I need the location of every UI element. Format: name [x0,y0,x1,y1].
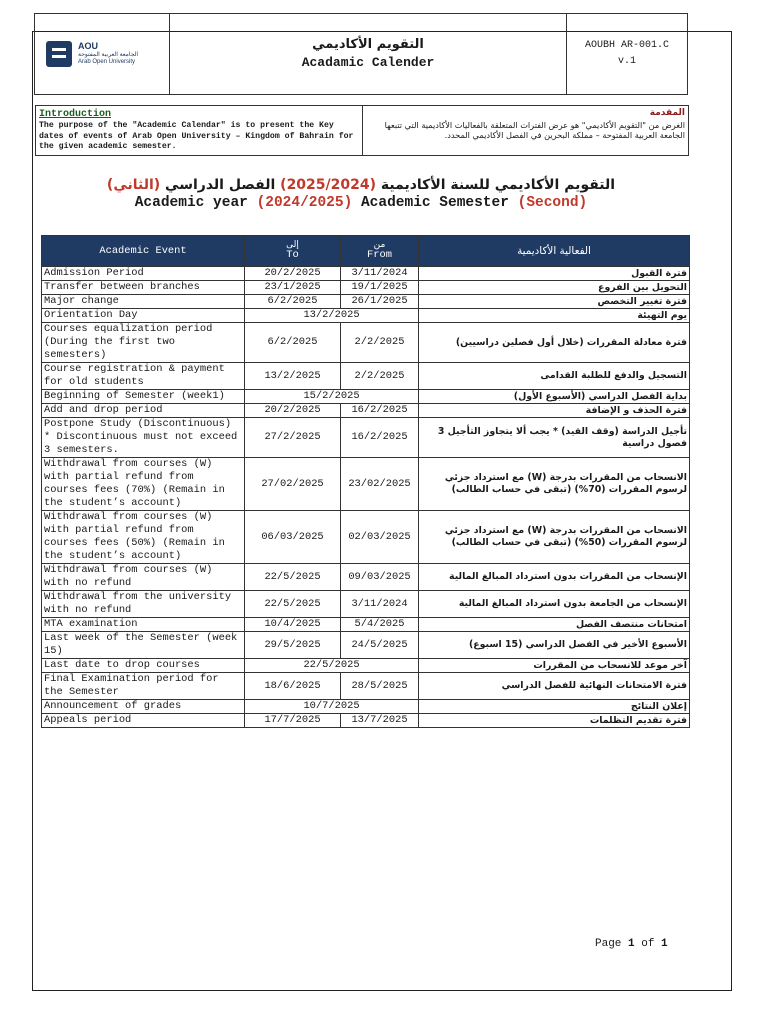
event-date-to: 20/2/2025 [245,267,341,281]
logo-arabic: الجامعة العربية المفتوحة [78,52,139,59]
event-date-to: 29/5/2025 [245,632,341,659]
event-name-ar: إعلان النتائج [419,700,690,714]
table-row [42,618,690,632]
table-row [42,632,690,659]
document-title-cell [170,14,567,95]
event-date-from: 3/11/2024 [341,591,419,618]
document-version: v.1 [617,56,636,67]
logo-title: AOU [78,41,98,52]
intro-heading-ar: المقدمة [649,108,685,118]
event-date-from: 24/5/2025 [341,632,419,659]
table-row [42,458,690,511]
intro-text-ar: الغرض من "التقويم الأكاديمي" هو عرض الفترات المتعلقة بالفعاليات الأكاديمية التي تتبعها الجامعة العربية المفتوحة – مملكة البحرين في الفصل الأكاديمي المحدد. [384,119,685,141]
event-name-ar: آخر موعد للانسحاب من المقررات [419,659,690,673]
col-to-en: To [286,249,299,262]
event-name-en: Major change [42,295,245,309]
event-date-to: 18/6/2025 [245,673,341,700]
event-name-ar: فترة معادلة المقررات (خلال أول فصلين دراسيين) [419,323,690,363]
page-prefix: Page [595,938,622,950]
event-name-en: Last week of the Semester (week 15) [42,632,245,659]
event-date-from: 23/02/2025 [341,458,419,511]
heading-ar-year: (2025/2024) [280,177,377,193]
col-from-en: From [367,249,392,262]
event-name-ar: الأسبوع الأخير في الفصل الدراسي (15 اسبوع) [419,632,690,659]
event-date-from: 3/11/2024 [341,267,419,281]
table-row [42,591,690,618]
event-name-ar: فترة القبول [419,267,690,281]
table-row [42,659,690,673]
page-current: 1 [628,938,635,950]
event-date-to: 27/2/2025 [245,418,341,458]
title-arabic: التقويم الأكاديمي [312,37,424,53]
table-row [42,309,690,323]
event-name-en: Admission Period [42,267,245,281]
event-name-ar: يوم التهيئة [419,309,690,323]
event-date-to: 6/2/2025 [245,323,341,363]
event-date-to: 22/5/2025 [245,564,341,591]
col-header-event-en: Academic Event [42,236,245,267]
event-name-ar: التسجيل والدفع للطلبة القدامى [419,363,690,390]
table-row [42,295,690,309]
event-name-en: Add and drop period [42,404,245,418]
table-row [42,418,690,458]
event-date-to: 10/4/2025 [245,618,341,632]
document-code-cell [567,14,688,95]
event-name-ar: فترة تغيير التخصص [419,295,690,309]
aou-logo-icon [46,41,72,67]
event-date-from: 2/2/2025 [341,323,419,363]
event-name-en: Withdrawal from courses (W) with partial refund from courses fees (50%) (Remain in the student’s account) [42,511,245,564]
event-name-en: Beginning of Semester (week1) [42,390,245,404]
table-header-row [42,236,690,267]
event-name-en: Announcement of grades [42,700,245,714]
event-date: 10/7/2025 [245,700,419,714]
introduction-table [35,105,689,156]
event-date-to: 6/2/2025 [245,295,341,309]
event-date: 13/2/2025 [245,309,419,323]
page-of: of [641,938,655,950]
event-name-ar: فترة تقديم التظلمات [419,714,690,728]
table-row [42,404,690,418]
col-header-to [245,236,341,267]
event-name-en: MTA examination [42,618,245,632]
event-date-to: 22/5/2025 [245,591,341,618]
event-date-from: 19/1/2025 [341,281,419,295]
event-name-ar: بداية الفصل الدراسي (الأسبوع الأول) [419,390,690,404]
event-name-ar: الإنسحاب من المقررات بدون استرداد المبالغ المالية [419,564,690,591]
document-code: AOUBH AR-001.C [584,40,669,51]
event-name-ar: التحويل بين الفروع [419,281,690,295]
event-name-en: Withdrawal from courses (W) with partial refund from courses fees (70%) (Remain in the student’s account) [42,458,245,511]
event-name-en: Postpone Study (Discontinuous) * Discontinuous must not exceed 3 semesters. [42,418,245,458]
heading-en-semester: (Second) [517,195,588,212]
event-date-to: 20/2/2025 [245,404,341,418]
table-row [42,511,690,564]
event-name-ar: الانسحاب من المقررات بدرجة (W) مع استرداد جزئي لرسوم المقررات (70%) (تبقى في حساب الطالب) [419,458,690,511]
heading-en-prefix: Academic year [134,195,248,212]
event-date-to: 23/1/2025 [245,281,341,295]
event-date-from: 16/2/2025 [341,418,419,458]
table-row [42,390,690,404]
event-date-from: 5/4/2025 [341,618,419,632]
event-date-from: 26/1/2025 [341,295,419,309]
col-header-event-ar: الفعالية الأكاديمية [419,236,690,267]
event-name-en: Withdrawal from courses (W) with no refund [42,564,245,591]
heading-en-year: (2024/2025) [256,195,353,212]
event-date-to: 27/02/2025 [245,458,341,511]
academic-calendar-table [41,235,690,728]
table-row [42,564,690,591]
event-date-from: 09/03/2025 [341,564,419,591]
header-table [34,13,688,95]
intro-heading-en: Introduction [39,109,112,120]
logo-cell [35,14,170,95]
event-name-ar: تأجيل الدراسة (وقف القيد) * يجب ألا يتجاوز التأجيل 3 فصول دراسية [419,418,690,458]
event-name-en: Course registration & payment for old students [42,363,245,390]
table-row [42,363,690,390]
event-date-from: 13/7/2025 [341,714,419,728]
event-date-from: 28/5/2025 [341,673,419,700]
event-date-to: 13/2/2025 [245,363,341,390]
event-date-from: 16/2/2025 [341,404,419,418]
page-number [595,938,668,950]
col-to-ar: إلى [286,239,299,250]
event-name-en: Final Examination period for the Semester [42,673,245,700]
event-name-en: Orientation Day [42,309,245,323]
heading-english [34,194,688,213]
col-header-from [341,236,419,267]
heading-arabic [34,176,688,194]
table-row [42,267,690,281]
table-row [42,323,690,363]
heading-ar-prefix: التقويم الأكاديمي للسنة الأكاديمية [380,177,616,193]
event-name-en: Courses equalization period (During the first two semesters) [42,323,245,363]
event-date-to: 17/7/2025 [245,714,341,728]
event-date: 15/2/2025 [245,390,419,404]
event-name-en: Withdrawal from the university with no refund [42,591,245,618]
event-name-en: Appeals period [42,714,245,728]
heading-ar-semester: (الثاني) [106,177,161,193]
event-date-from: 02/03/2025 [341,511,419,564]
table-row [42,714,690,728]
event-name-ar: امتحانات منتصف الفصل [419,618,690,632]
table-row [42,673,690,700]
heading-en-mid: Academic Semester [360,195,509,212]
event-date: 22/5/2025 [245,659,419,673]
calendar-heading [34,176,688,213]
intro-text-en: The purpose of the "Academic Calendar" is to present the Key dates of events of Arab Open University – Kingdom of Bahrain for the given academic semester. [39,121,354,152]
page-total: 1 [661,938,668,950]
col-from-ar: من [373,239,386,250]
event-date-to: 06/03/2025 [245,511,341,564]
calendar-body [42,267,690,728]
event-name-ar: فترة الحذف و الإضافة [419,404,690,418]
logo-english: Arab Open University [78,58,136,65]
heading-ar-mid: الفصل الدراسي [165,177,276,193]
event-name-ar: الإنسحاب من الجامعة بدون استرداد المبالغ المالية [419,591,690,618]
event-name-ar: الانسحاب من المقررات بدرجة (W) مع استرداد جزئي لرسوم المقررات (50%) (تبقى في حساب الطالب) [419,511,690,564]
table-row [42,700,690,714]
event-name-en: Last date to drop courses [42,659,245,673]
table-row [42,281,690,295]
event-name-en: Transfer between branches [42,281,245,295]
university-logo [36,41,168,67]
title-english: Acadamic Calender [301,55,435,70]
introduction-english [36,106,363,156]
event-date-from: 2/2/2025 [341,363,419,390]
introduction-arabic [362,106,689,156]
event-name-ar: فترة الامتحانات النهائية للفصل الدراسي [419,673,690,700]
